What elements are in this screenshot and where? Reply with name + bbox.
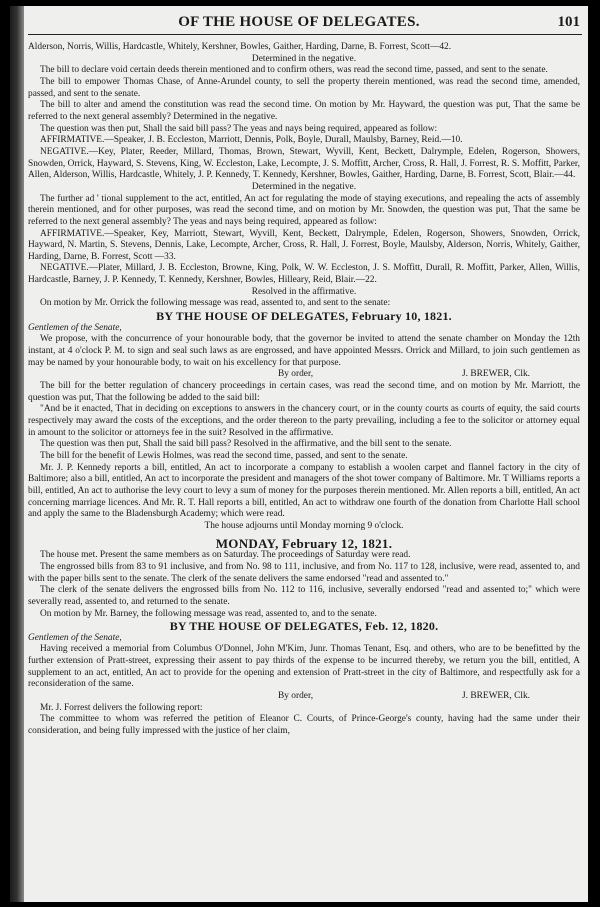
paragraph: The further ad ' tional supplement to the act, entitled, An act for regulating the mode of staying executions, and repealing the acts of assembly therein mentioned, and for other purposes, was read the second time, and on motion by Mr. Snowden, the question was put, That the same be referred to the next general assembly? The yeas and nays being required, appeared as follow: — [28, 193, 580, 227]
vote-affirmative: AFFIRMATIVE.—Speaker, Key, Marriott, Stewart, Wyvill, Kent, Beckett, Dalrymple, Edelen, Rogerson, Showers, Snowden, Orrick, Hayward, N. Martin, S. Stevens, Dennis, Lake, Lecompte, Archer, Cross, R. Hall, J. Forrest, Boyle, Maulsby, Alderson, Norris, Whitely, Gaither, Harding, Darne, B. Forrest, Scott —33. — [28, 228, 580, 262]
document-page — [10, 6, 588, 902]
paragraph: Mr. J. P. Kennedy reports a bill, entitled, An act to incorporate a company to establish a woolen carpet and flannel factory in the city of Baltimore; also a bill, entitled, An act to incorporate the president and managers of the shot tower company of Baltimore. Mr. T Williams reports a bill, entitled, An act to authorise the levy court to levy a sum of money for the purposes therein mentioned. Mr. Allen reports a bill, entitled, An act concerning marriage licences. And Mr. R. T. Hall reports a bill, entitled, An act to withdraw one fourth of the donation from Charlotte Hall school and apply the same to the Bladensburgh Academy; which were read. — [28, 462, 580, 520]
journal-text — [28, 42, 580, 738]
paragraph: Mr. J. Forrest delivers the following report: — [40, 702, 203, 713]
signature-block — [28, 369, 580, 381]
day-heading: MONDAY, February 12, 1821. — [215, 535, 393, 551]
paragraph: The clerk of the senate delivers the engrossed bills from No. 112 to 116, inclusive, severally endorsed "read and assented to;" which were severally read, assented to, and returned to the senate. — [28, 585, 580, 607]
resolution: Resolved in the affirmative. — [251, 286, 357, 297]
vote-affirmative: AFFIRMATIVE.—Speaker, J. B. Eccleston, Marriott, Dennis, Polk, Boyle, Durall, Maulsby, Barney, Reid.—10. — [40, 135, 463, 146]
paragraph: The bill to empower Thomas Chase, of Anne-Arundel county, to sell the property therein mentioned, was read the second time, amended, passed, and sent to the senate. — [28, 76, 580, 99]
header-rule — [28, 34, 582, 35]
running-title: OF THE HOUSE OF DELEGATES. — [178, 14, 420, 30]
message-heading: BY THE HOUSE OF DELEGATES, Feb. 12, 1820. — [169, 619, 439, 634]
page-number: 101 — [557, 14, 580, 30]
paragraph: The question was then put, Shall the said bill pass? Resolved in the affirmative, and the bill sent to the senate. — [40, 439, 452, 450]
paragraph: The bill to declare void certain deeds therein mentioned and to confirm others, was read the second time, passed, and sent to the senate. — [40, 65, 548, 76]
paragraph: The bill for the better regulation of chancery proceedings in certain cases, was read the second time, and on motion by Mr. Marriott, the question was put, That the following be added to the said bill: — [28, 381, 580, 403]
binding-edge — [10, 6, 24, 902]
paragraph: Having received a memorial from Columbus O'Donnel, John M'Kim, Junr. Thomas Tenant, Esq. and others, who are to be benefitted by the further extension of Pratt-street, expressing their assent to pay thirds of the expense to be incurred thereby, we return you the bill, entitled, A supplement to an act, entitled, An act to provide for the opening and extension of Pratt-street in the city of Baltimore, and respectfully ask for a reconsideration of the same. — [28, 644, 580, 690]
paragraph: Alderson, Norris, Willis, Hardcastle, Whitely, Kershner, Bowles, Gaither, Harding, Darne, B. Forrest, Scott—42. — [28, 42, 452, 52]
determination: Determined in the negative. — [251, 53, 357, 64]
paragraph: The question was then put, Shall the said bill pass? The yeas and nays being required, appeared as follow: — [40, 123, 438, 134]
vote-negative: NEGATIVE.—Plater, Millard, J. B. Eccleston, Browne, King, Polk, W. W. Eccleston, J. S. Moffitt, Durall, R. Moffitt, Parker, Allen, Willis, Hardcastle, Barney, J. P. Kennedy, T. Kennedy, Kershner, Bowles, Hilleary, Reid, Blair.—22. — [28, 263, 580, 286]
paragraph: On motion by Mr. Barney, the following message was read, assented to, and to the senate. — [40, 608, 377, 619]
determination: Determined in the negative. — [251, 181, 357, 192]
paragraph: The house met. Present the same members as on Saturday. The proceedings of Saturday were read. — [40, 550, 411, 561]
salutation: Gentlemen of the Senate, — [28, 322, 122, 333]
paragraph: The committee to whom was referred the petition of Eleanor C. Courts, of Prince-George's county, having had the same under their consideration, and being fully impressed with the justice of her claim, — [28, 714, 580, 737]
clerk-signature: J. BREWER, Clk. — [462, 691, 530, 702]
by-order: By order, — [278, 691, 314, 702]
paragraph: The engrossed bills from 83 to 91 inclusive, and from No. 98 to 111, inclusive, and from No. 117 to 128, inclusive, were read, assented to, and with the paper bills sent to the senate. The clerk of the senate delivers the same endorsed "read and assented to." — [28, 561, 580, 584]
clerk-signature: J. BREWER, Clk. — [462, 369, 530, 380]
salutation: Gentlemen of the Senate, — [28, 632, 122, 643]
signature-block — [28, 691, 580, 703]
paragraph: The bill to alter and amend the constitution was read the second time. On motion by Mr. Hayward, the question was put, That the same be referred to the next general assembly? Determined in the negative. — [28, 100, 580, 122]
adjournment: The house adjourns until Monday morning 9 o'clock. — [204, 520, 404, 531]
paragraph: We propose, with the concurrence of your honourable body, that the governor be invited to attend the senate chamber on Monday the 12th instant, at 4 o'clock P. M. to sign and seal such laws as are engrossed, and have appointed Messrs. Orrick and Millard, to join such gentlemen as may be named by your honourable body, to wait on his excellency for that purpose. — [28, 334, 580, 368]
by-order: By order, — [278, 369, 314, 380]
message-heading: BY THE HOUSE OF DELEGATES, February 10, 1821. — [156, 309, 452, 324]
paragraph: The bill for the benefit of Lewis Holmes, was read the second time, passed, and sent to the senate. — [40, 450, 408, 461]
paragraph: "And be it enacted, That in deciding on exceptions to answers in the chancery court, or in the county courts as courts of equity, the said courts respectively may award the costs of the exceptions, and the order thereon to the party prevailing, including a fee to the solicitor or attorney equal in amount to the solicitor or attorneys fee in the suit? Resolved in the affirmative. — [28, 404, 580, 438]
paragraph: On motion by Mr. Orrick the following message was read, assented to, and sent to the senate: — [40, 298, 391, 309]
vote-negative: NEGATIVE.—Key, Plater, Reeder, Millard, Thomas, Brown, Stewart, Wyvill, Kent, Beckett, Dalrymple, Edelen, Rogerson, Showers, Snowden, Orrick, Hayward, S. Stevens, King, W. Eccleston, Lake, Lecompte, J. S. Moffitt, Archer, Cross, R. Hall, J. Forrest, R. S. Moffitt, Parker, Allen, Alderson, Willis, Hardcastle, Whitely, J. P. Kennedy, T. Kennedy, Kershner, Bowles, Gaither, Harding, Darne, B. Forrest, Scott, Blair.—44. — [28, 146, 580, 181]
